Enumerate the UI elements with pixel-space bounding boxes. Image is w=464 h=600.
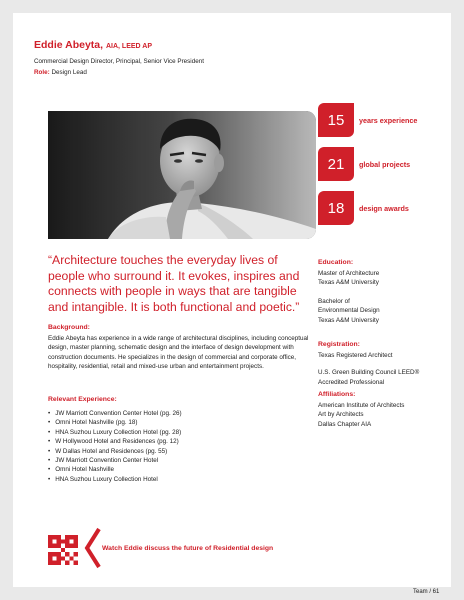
stat-awards-badge: 18 bbox=[318, 191, 354, 225]
qr-code-icon[interactable] bbox=[48, 535, 78, 565]
affiliations-heading: Affiliations: bbox=[318, 391, 356, 398]
pull-quote: “Architecture touches the everyday lives of people who surround it. It evokes, inspires and connects with people in ways that are tangible and intangible. It is both functional and poetic.” bbox=[48, 253, 300, 314]
registration-line: Accredited Professional bbox=[318, 378, 385, 386]
experience-item: • JW Marriott Convention Center Hotel (pg. 26) bbox=[48, 409, 182, 418]
document-page bbox=[13, 13, 451, 595]
experience-item: • Omni Hotel Nashville bbox=[48, 465, 182, 474]
chevron-left-icon bbox=[83, 527, 103, 569]
education-line: Texas A&M University bbox=[318, 316, 379, 324]
role-label: Role: bbox=[34, 69, 50, 76]
person-name-text: Eddie Abeyta, bbox=[34, 39, 104, 51]
registration-block bbox=[318, 351, 419, 387]
role-value: Design Lead bbox=[51, 69, 87, 76]
watch-video-link[interactable]: Watch Eddie discuss the future of Residential design bbox=[102, 545, 274, 552]
stat-awards-label: design awards bbox=[359, 204, 409, 213]
registration-line: U.S. Green Building Council LEED® bbox=[318, 369, 420, 377]
person-role bbox=[34, 69, 87, 76]
person-name bbox=[34, 39, 152, 51]
affiliations-block bbox=[318, 401, 404, 429]
stat-years-label: years experience bbox=[359, 116, 418, 125]
stat-projects-badge: 21 bbox=[318, 147, 354, 181]
experience-item: • W Hollywood Hotel and Residences (pg. 12) bbox=[48, 437, 182, 446]
experience-item: • W Dallas Hotel and Residences (pg. 55) bbox=[48, 447, 182, 456]
registration-heading: Registration: bbox=[318, 341, 360, 348]
background-heading: Background: bbox=[48, 324, 90, 331]
page-footer: Team / 61 bbox=[413, 589, 440, 595]
education-line: Texas A&M University bbox=[318, 279, 379, 287]
person-credentials: AIA, LEED AP bbox=[105, 43, 152, 50]
portrait-photo bbox=[48, 111, 316, 239]
portrait-illustration bbox=[48, 111, 316, 239]
affiliation-line: American Institute of Architects bbox=[318, 402, 405, 409]
experience-item: • HNA Suzhou Luxury Collection Hotel (pg. 28) bbox=[48, 428, 182, 437]
experience-item: • JW Marriott Convention Center Hotel bbox=[48, 456, 182, 465]
education-line: Environmental Design bbox=[318, 307, 380, 315]
education-heading: Education: bbox=[318, 259, 354, 266]
stat-projects-label: global projects bbox=[359, 160, 411, 169]
affiliation-line: Dallas Chapter AIA bbox=[318, 420, 372, 428]
experience-item: • Omni Hotel Nashville (pg. 18) bbox=[48, 418, 182, 427]
background-text: Eddie Abeyta has experience in a wide range of architectural disciplines, including conceptual design, master planning, schematic design and the interface of design development with construction documents. He specializes in the design of commercial and corporate office, hospitality, residential, retail and mixed-use urban and entertainment projects. bbox=[48, 335, 309, 371]
experience-list bbox=[48, 409, 182, 484]
education-line: Master of Architecture bbox=[318, 270, 380, 277]
education-line: Bachelor of bbox=[318, 297, 350, 305]
person-title: Commercial Design Director, Principal, Senior Vice President bbox=[34, 58, 204, 65]
affiliation-line: Art by Architects bbox=[318, 411, 364, 419]
registration-line: Texas Registered Architect bbox=[318, 352, 393, 359]
experience-heading: Relevant Experience: bbox=[48, 396, 117, 403]
stat-years-badge: 15 bbox=[318, 103, 354, 137]
experience-item: • HNA Suzhou Luxury Collection Hotel bbox=[48, 475, 182, 484]
education-block bbox=[318, 269, 380, 325]
